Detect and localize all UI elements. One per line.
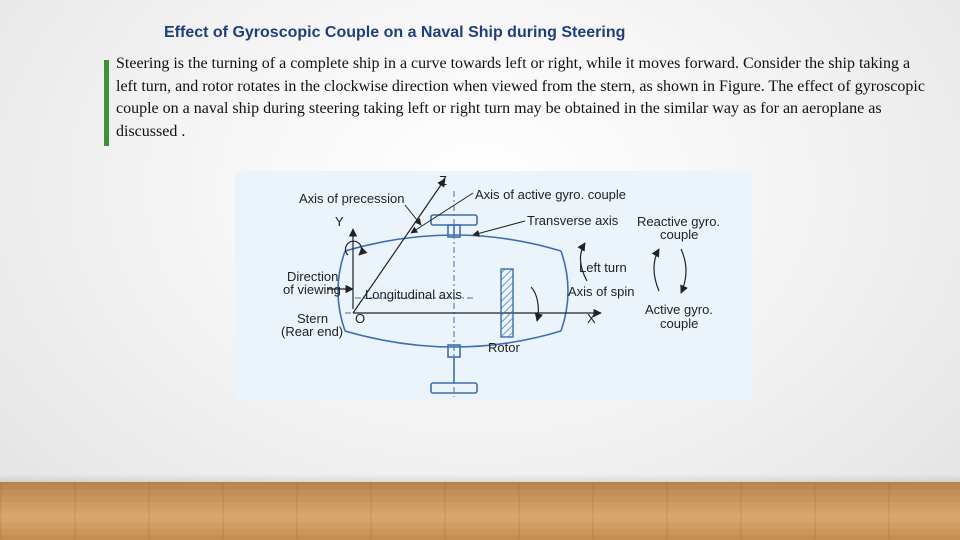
label-longitudinal-axis: Longitudinal axis [365, 287, 462, 302]
accent-bar [104, 60, 109, 146]
reactive-couple-arrow [654, 249, 659, 291]
active-couple-arrow [681, 249, 686, 293]
ship-gyroscope-figure [235, 171, 752, 401]
label-direction-line1: Direction [287, 269, 339, 284]
slide-title: Effect of Gyroscopic Couple on a Naval Ship during Steering [164, 24, 626, 41]
label-reactive-line1: Reactive gyro. [637, 214, 721, 229]
ship-diagram [235, 171, 752, 401]
body-paragraph: Steering is the turning of a complete ship in a curve towards left or right, while it moves forward. Consider the ship taking a left turn, and rotor rotates in the clockwise direction when viewed from the stern, as shown in Figure. The effect of gyroscopic couple on a naval ship during steering taking left or right turn may be obtained in the similar way as for an aeroplane as discussed . [116, 55, 925, 140]
label-active-line1: Active gyro. [645, 302, 713, 317]
transverse-leader [473, 221, 525, 235]
precession-leader [405, 205, 421, 225]
label-transverse-axis: Transverse axis [527, 213, 619, 228]
label-o: O [355, 311, 366, 326]
label-active-line2: couple [660, 316, 699, 331]
wood-floor-decoration [0, 482, 960, 540]
label-y: Y [335, 214, 344, 229]
label-axis-precession: Axis of precession [299, 191, 405, 206]
label-reactive-line2: couple [660, 227, 699, 242]
rotor-spin-arrow [531, 287, 538, 321]
label-left-turn: Left turn [579, 260, 627, 275]
label-stern-line2: (Rear end) [281, 324, 344, 339]
label-z: Z [439, 173, 447, 188]
rotor-disc [501, 269, 513, 337]
label-x: X [587, 311, 596, 326]
label-stern-line1: Stern [297, 311, 329, 326]
label-rotor: Rotor [488, 340, 520, 355]
label-axis-active-couple: Axis of active gyro. couple [475, 187, 627, 202]
active-couple-leader [411, 193, 473, 233]
label-axis-spin: Axis of spin [568, 284, 635, 299]
label-direction-line2: of viewing [283, 282, 341, 297]
